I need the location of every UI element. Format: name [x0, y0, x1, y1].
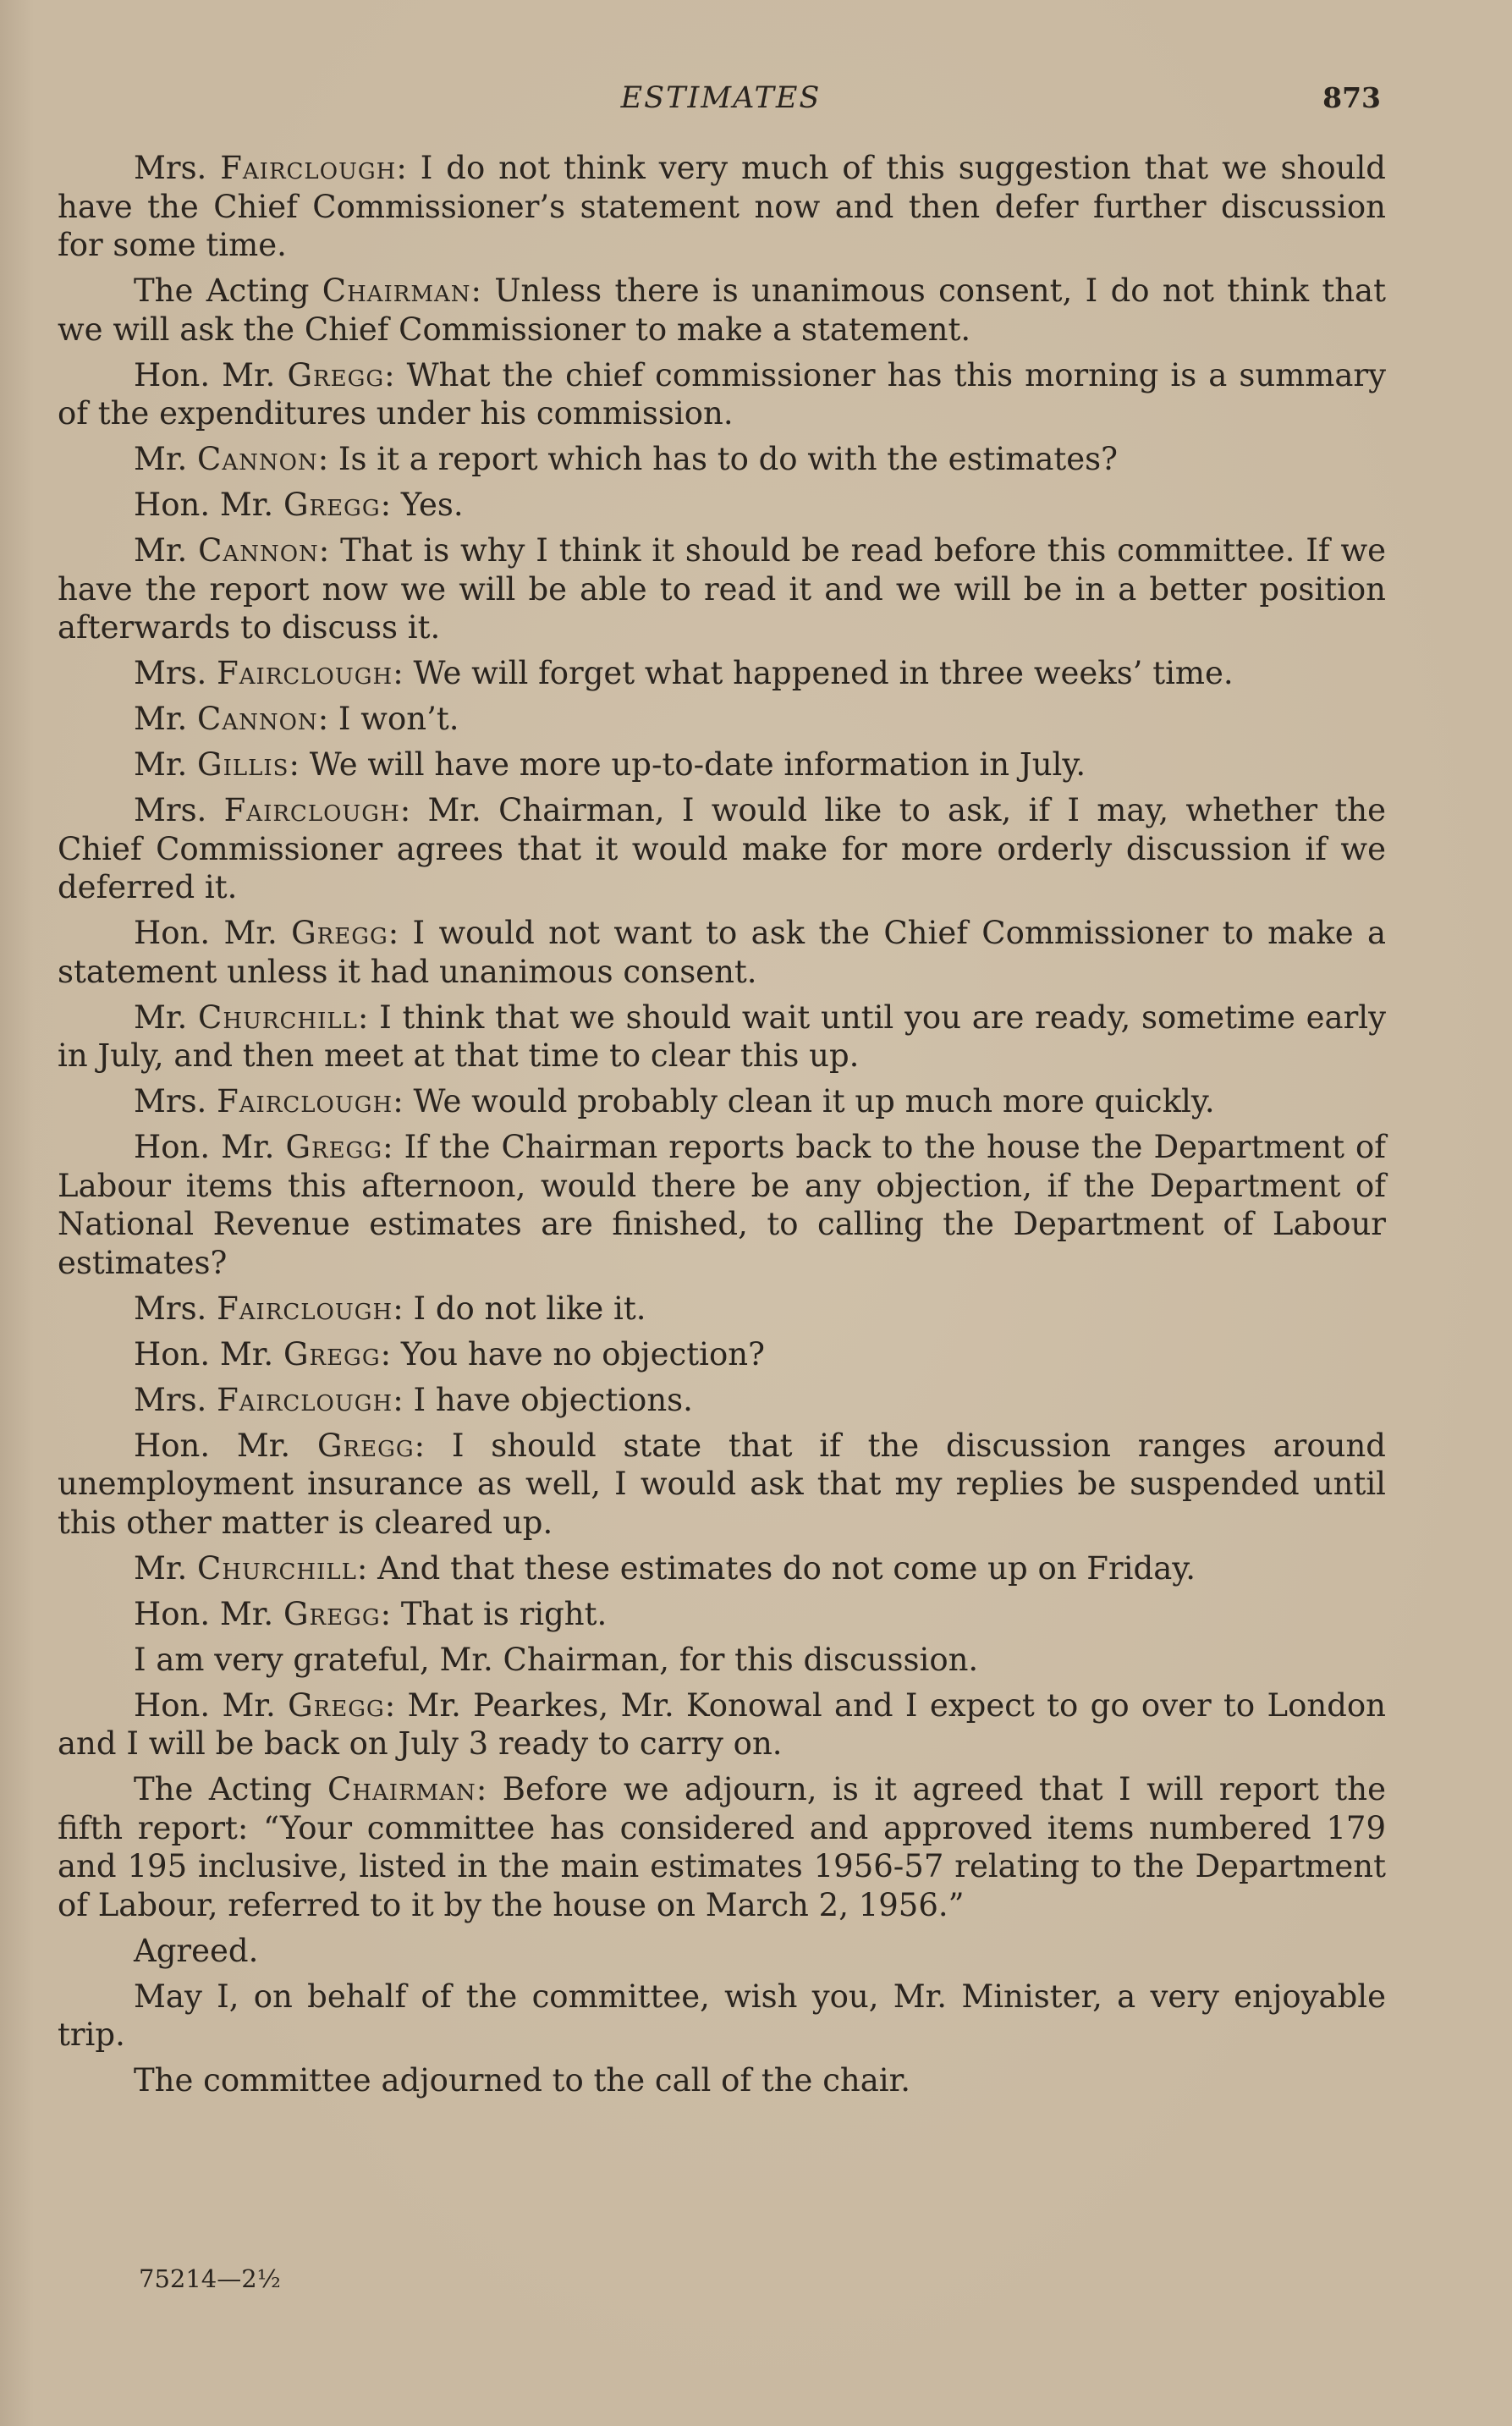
speaker-title: Hon. Mr. [134, 1335, 283, 1373]
paragraph-text: : That is right. [380, 1595, 608, 1632]
transcript-paragraph [58, 1290, 1386, 1329]
transcript-paragraph [58, 791, 1386, 907]
speaker-title: Mrs. [134, 1381, 217, 1418]
speaker-title: Hon. Mr. [134, 1129, 286, 1165]
speaker-title: Mrs. [134, 792, 224, 828]
page-number: 873 [1322, 81, 1381, 114]
speaker-title: Hon. Mr. [134, 356, 288, 393]
speaker-name: Gregg [288, 1686, 385, 1724]
transcript-paragraph [58, 531, 1386, 647]
speaker-title: Mrs. [134, 150, 221, 186]
paragraph-text: : Unless there is unanimous consent, I do not think that we will ask the Chief Commissioner to make a statement. [58, 272, 1386, 348]
paragraph-text: : I should state that if the discussion ranges around unemployment insurance as well, I would ask that my replies be suspended until this other matter is cleared up. [58, 1427, 1386, 1541]
speaker-title: Mr. [134, 532, 199, 569]
speaker-title: Mrs. [134, 1083, 217, 1119]
speaker-title: Mrs. [134, 655, 217, 691]
paragraph-text: : We will forget what happened in three weeks’ time. [393, 655, 1234, 691]
paragraph-text: : I won’t. [317, 701, 459, 737]
running-title: ESTIMATES [620, 81, 822, 115]
paragraph-text: : Mr. Pearkes, Mr. Konowal and I expect to go over to London and I will be back on July 3 ready to carry on. [58, 1686, 1386, 1762]
paragraph-text: : That is why I think it should be read before this committee. If we have the report now we will be able to read it and we will be in a better position afterwards to discuss it. [58, 532, 1387, 646]
printer-code: 75214—2½ [139, 2264, 281, 2293]
speaker-title: Mr. [134, 701, 198, 737]
speaker-name: Chairman [322, 272, 471, 309]
speaker-name: Fairclough [220, 150, 397, 186]
paragraph-text: May I, on behalf of the committee, wish you, Mr. Minister, a very enjoyable trip. [58, 1978, 1386, 2053]
speaker-name: Gregg [283, 487, 381, 523]
speaker-name: Chairman [327, 1771, 476, 1807]
speaker-title: Hon. Mr. [134, 487, 283, 523]
speaker-name: Gregg [283, 1595, 381, 1632]
speaker-title: The Acting [134, 272, 322, 309]
paragraph-text: The committee adjourned to the call of the chair. [134, 2062, 911, 2099]
transcript-paragraph [58, 486, 1386, 525]
paragraph-text: : What the chief commissioner has this morning is a summary of the expenditures under his commission. [58, 356, 1386, 432]
speaker-title: Mrs. [134, 1290, 217, 1327]
transcript-paragraph [58, 998, 1386, 1075]
speaker-name: Fairclough [217, 1083, 393, 1119]
paragraph-text: : I do not think very much of this suggestion that we should have the Chief Commissioner’s statement now and then defer further discussion for some time. [58, 150, 1386, 263]
transcript-paragraph [58, 272, 1386, 349]
speaker-name: Fairclough [217, 1381, 393, 1418]
speaker-name: Churchill [198, 998, 358, 1036]
transcript-paragraph [58, 654, 1386, 693]
speaker-name: Gillis [197, 746, 289, 783]
speaker-name: Gregg [291, 915, 388, 951]
speaker-name: Fairclough [223, 792, 400, 828]
paragraph-text: : Is it a report which has to do with the estimates? [317, 441, 1118, 477]
speaker-name: Gregg [316, 1427, 415, 1464]
paragraph-text: Agreed. [134, 1932, 259, 1969]
speaker-name: Fairclough [217, 1290, 393, 1327]
running-head [61, 81, 1381, 122]
transcript-paragraph [58, 1595, 1386, 1634]
paragraph-text: : Yes. [380, 487, 464, 523]
speaker-name: Churchill [197, 1549, 357, 1587]
transcript-paragraph [58, 1686, 1386, 1763]
transcript-paragraph [58, 1381, 1386, 1420]
transcript-paragraph [58, 1978, 1386, 2055]
transcript-paragraph [58, 700, 1386, 739]
transcript-paragraph [58, 356, 1386, 433]
transcript-paragraph [58, 1427, 1386, 1543]
speaker-title: Hon. Mr. [134, 1427, 317, 1464]
transcript-paragraph [58, 1770, 1386, 1924]
paragraph-text: : And that these estimates do not come up on Friday. [356, 1549, 1196, 1587]
speaker-title: Mr. [134, 441, 198, 477]
speaker-name: Cannon [197, 701, 318, 737]
transcript-paragraph [58, 1335, 1386, 1374]
speaker-name: Cannon [197, 441, 318, 477]
paragraph-text: : I do not like it. [393, 1290, 646, 1327]
paragraph-text: I am very grateful, Mr. Chairman, for this discussion. [134, 1641, 979, 1678]
speaker-title: Hon. Mr. [134, 915, 292, 951]
transcript-paragraph [58, 149, 1386, 265]
speaker-name: Gregg [287, 356, 385, 393]
transcript-paragraph [58, 1932, 1386, 1971]
speaker-title: Hon. Mr. [134, 1686, 289, 1724]
paragraph-text: : I think that we should wait until you are ready, sometime early in July, and then meet at that time to clear this up. [58, 998, 1387, 1074]
paragraph-text: : Before we adjourn, is it agreed that I will report the fifth report: “Your committee has considered and approved items numbered 179 and 195 inclusive, listed in the main estimates 1956-57 relating to the Department of Labour, referred to it by the house on March 2, 1956.” [58, 1771, 1386, 1923]
paragraph-text: : I would not want to ask the Chief Commissioner to make a statement unless it had unanimous consent. [58, 915, 1386, 990]
transcript-paragraph [58, 440, 1386, 479]
speaker-name: Gregg [283, 1335, 381, 1373]
speaker-title: Mr. [134, 1549, 198, 1587]
transcript-paragraph [58, 745, 1386, 784]
paragraph-text: : We would probably clean it up much more quickly. [393, 1083, 1215, 1119]
transcript-paragraph [58, 914, 1386, 991]
speaker-title: Mr. [134, 998, 199, 1036]
speaker-title: Mr. [134, 746, 198, 783]
transcript-paragraph [58, 1641, 1386, 1680]
paragraph-text: : Mr. Chairman, I would like to ask, if I may, whether the Chief Commissioner agrees that it would make for more orderly discussion if we deferred it. [58, 792, 1386, 905]
transcript-paragraph [58, 1549, 1386, 1588]
transcript-paragraph [58, 1128, 1386, 1282]
speaker-name: Cannon [198, 532, 319, 569]
transcript-paragraph [58, 1082, 1386, 1121]
paragraph-text: : I have objections. [393, 1381, 693, 1418]
paragraph-text: : We will have more up-to-date information in July. [289, 746, 1086, 783]
speaker-name: Gregg [285, 1129, 383, 1165]
speaker-name: Fairclough [217, 655, 393, 691]
speaker-title: Hon. Mr. [134, 1595, 283, 1632]
speaker-title: The Acting [134, 1771, 328, 1807]
paragraph-text: : You have no objection? [380, 1335, 765, 1373]
paragraph-text: : If the Chairman reports back to the house the Department of Labour items this afternoon, would there be any objection, if the Department of National Revenue estimates are finished, to calling the Department of Labour estimates? [58, 1129, 1386, 1281]
transcript-paragraph [58, 2061, 1386, 2100]
transcript-body [58, 149, 1386, 2107]
